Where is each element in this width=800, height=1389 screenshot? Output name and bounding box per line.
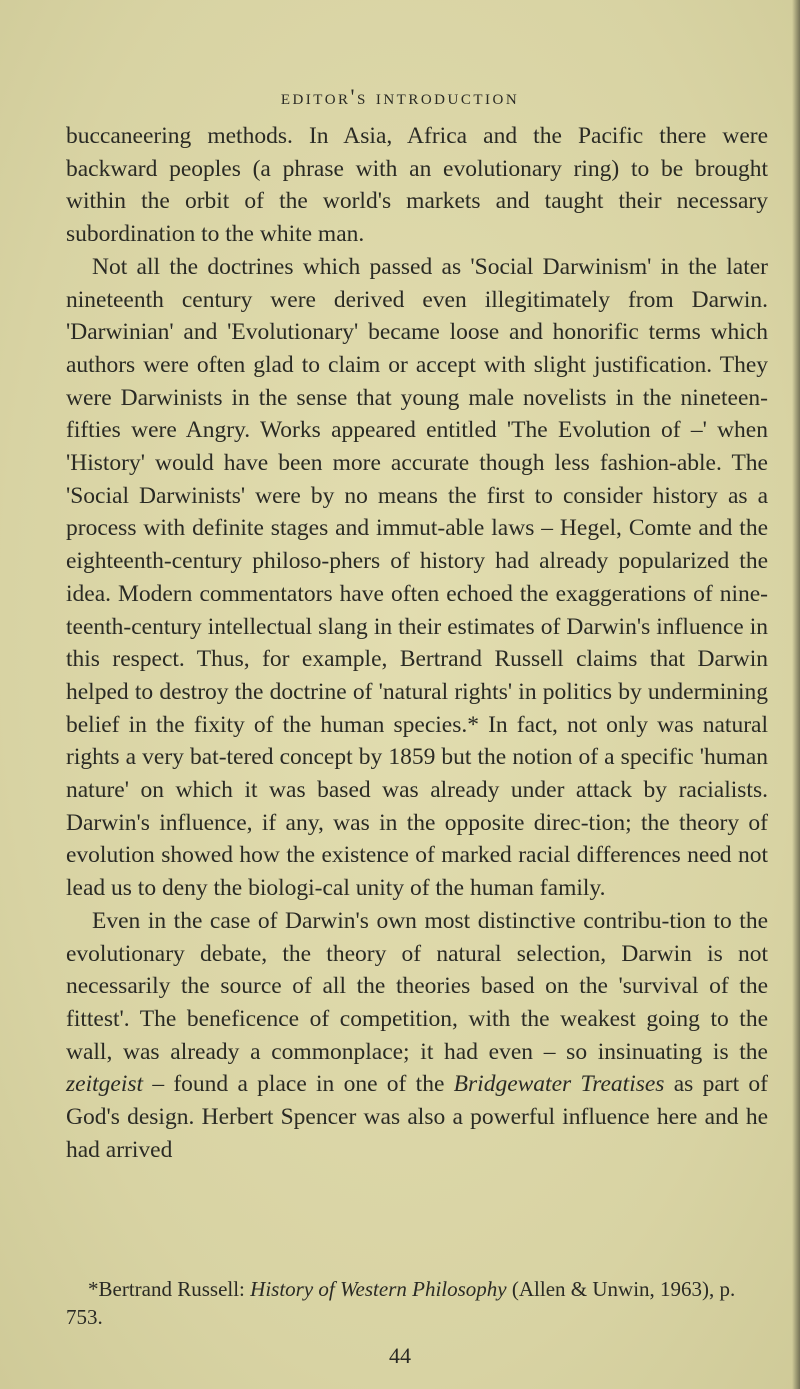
footnote-author: *Bertrand Russell: [88, 1277, 251, 1301]
paragraph-1: buccaneering methods. In Asia, Africa and the Pacific there were backward peoples (a phrase with an evolutionary ring) to be brought within the orbit of the world's markets and taught their necessary subordination to the white man. [66, 123, 768, 248]
footnote-publication: (Allen & Unwin, 1963), p. 753. [66, 1277, 736, 1329]
paragraph-3 [66, 905, 768, 1167]
running-head: editor's introduction [280, 84, 520, 109]
page-edge-shadow [792, 0, 800, 1389]
footnote [66, 1275, 768, 1331]
paragraph-3-part-2: – found a place in one of the [143, 1071, 454, 1098]
bridgewater-treatises-italic: Bridgewater Treatises [453, 1071, 665, 1098]
body-text [66, 120, 768, 1167]
paragraph-2: Not all the doctrines which passed as 'Social Darwinism' in the later nineteenth century were derived even illegitimately from Darwin. 'Darwinian' and 'Evolutionary' became loose and honorific terms which authors were often glad to claim or accept with slight justification. They were Darwinists in the sense that young male novelists in the nineteen-fifties were Angry. Works appeared entitled 'The Evolution of –' when 'History' would have been more accurate though less fashion-able. The 'Social Darwinists' were by no means the first to consider history as a process with definite stages and immut-able laws – Hegel, Comte and the eighteenth-century philoso-phers of history had already popularized the idea. Modern commentators have often echoed the exaggerations of nine-teenth-century intellectual slang in their estimates of Darwin's influence in this respect. Thus, for example, Bertrand Russell claims that Darwin helped to destroy the doctrine of 'natural rights' in politics by undermining belief in the fixity of the human species.* In fact, not only was natural rights a very bat-tered concept by 1859 but the notion of a specific 'human nature' on which it was based was already under attack by racialists. Darwin's influence, if any, was in the opposite direc-tion; the theory of evolution showed how the existence of marked racial differences need not lead us to deny the biologi-cal unity of the human family. [66, 253, 768, 902]
paragraph-3-part-3: as part of God's design. Herbert Spencer was also a powerful influence here and he had arrived [66, 1071, 768, 1163]
zeitgeist-italic: zeitgeist [66, 1071, 144, 1098]
footnote-title: History of Western Philosophy [250, 1277, 507, 1301]
paragraph-3-part-1: Even in the case of Darwin's own most distinctive contribu-tion to the evolutionary debate, the theory of natural selection, Darwin is not necessarily the source of all the theories based on the 'survival of the fittest'. The beneficence of competition, with the weakest going to the wall, was already a commonplace; it had even – so insinuating is the [66, 907, 768, 1065]
page-number: 44 [389, 1343, 411, 1368]
